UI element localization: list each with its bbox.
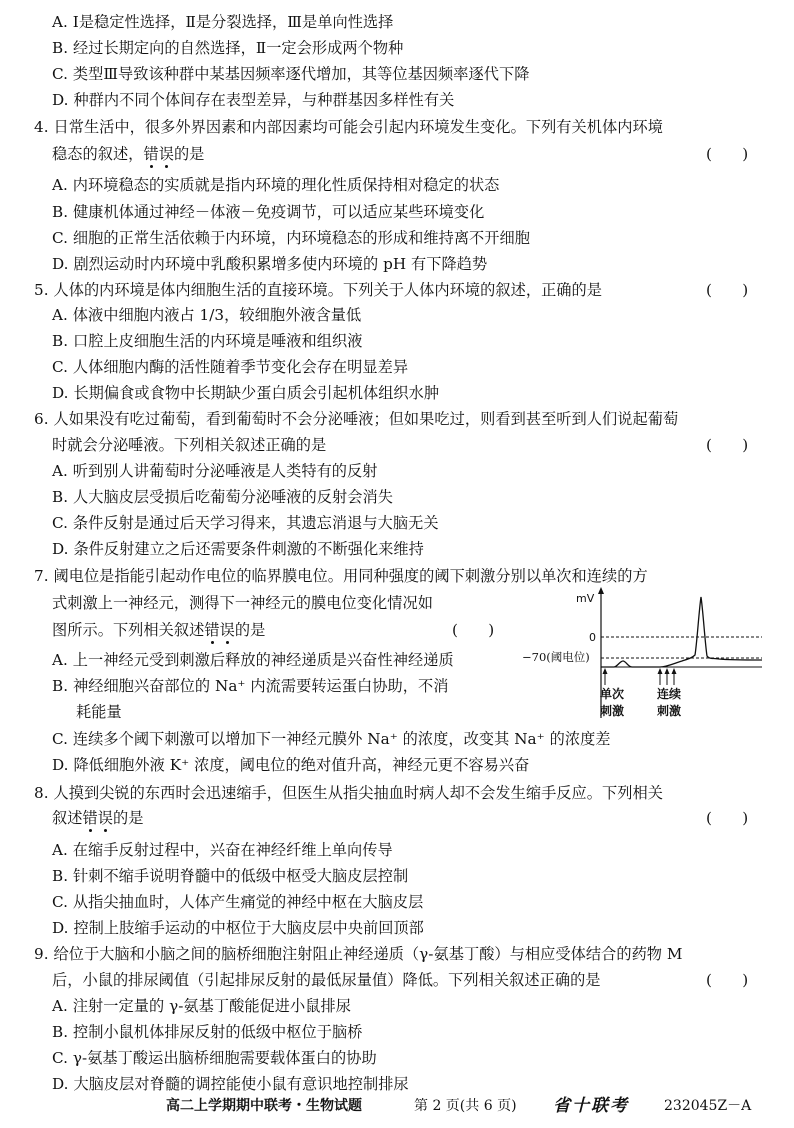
continuous-stimulus-arrowhead-1 — [658, 668, 663, 674]
single-stimulus-arrowhead — [603, 668, 608, 674]
q7-option-b-line2: 耗能量 — [76, 703, 122, 721]
continuous-stimulus-label-2: 刺激 — [657, 704, 682, 718]
q8-stem-text: 叙述 — [52, 809, 83, 827]
q6-option-d: D. 条件反射建立之后还需要条件刺激的不断强化来维持 — [52, 540, 424, 558]
q8-option-b: B. 针刺不缩手说明脊髓中的低级中枢受大脑皮层控制 — [52, 867, 409, 885]
footer-page-number: 第 2 页(共 6 页) — [414, 1098, 517, 1114]
q7-stem-tail: 的是 — [234, 621, 266, 639]
q4-stem-line1: 4. 日常生活中，很多外界因素和内部因素均可能会引起内环境发生变化。下列有关机体内环境 — [34, 118, 663, 136]
q8-answer-paren: ( ) — [706, 809, 749, 827]
q4-stem-text: 稳态的叙述， — [52, 145, 144, 163]
q4-option-c: C. 细胞的正常生活依赖于内环境，内环境稳态的形成和维持离不开细胞 — [52, 229, 531, 247]
footer-exam-code: 232045Z－A — [664, 1098, 752, 1114]
q8-emphasis-char-1: 错 — [82, 809, 98, 827]
q7-emphasis-char-1: 错 — [204, 621, 220, 639]
membrane-potential-graph — [516, 585, 766, 725]
q8-emphasis-char-2: 误 — [97, 809, 113, 827]
graph-y-axis-arrow — [598, 587, 604, 594]
q9-option-a: A. 注射一定量的 γ-氨基丁酸能促进小鼠排尿 — [52, 997, 351, 1015]
graph-threshold-label: −70(阈电位) — [522, 650, 590, 664]
single-stimulus-label-1: 单次 — [600, 687, 625, 701]
q4-option-b: B. 健康机体通过神经－体液－免疫调节，可以适应某些环境变化 — [52, 203, 485, 221]
q9-option-d: D. 大脑皮层对脊髓的调控能使小鼠有意识地控制排尿 — [52, 1075, 409, 1093]
q6-option-b: B. 人大脑皮层受损后吃葡萄分泌唾液的反射会消失 — [52, 488, 393, 506]
graph-y-unit: mV — [576, 592, 595, 605]
q7-stem-text: 图所示。下列相关叙述 — [52, 621, 205, 639]
q5-answer-paren: ( ) — [706, 281, 749, 299]
q8-stem-line1: 8. 人摸到尖锐的东西时会迅速缩手，但医生从指尖抽血时病人却不会发生缩手反应。下列相关 — [34, 784, 663, 802]
q5-stem: 5. 人体的内环境是体内细胞生活的直接环境。下列关于人体内环境的叙述，正确的是 — [34, 281, 603, 299]
q3-option-d: D. 种群内不同个体间存在表型差异，与种群基因多样性有关 — [52, 91, 455, 109]
q6-option-c: C. 条件反射是通过后天学习得来，其遗忘消退与大脑无关 — [52, 514, 439, 532]
q7-option-a: A. 上一神经元受到刺激后释放的神经递质是兴奋性神经递质 — [52, 651, 454, 669]
q7-stem-line2: 式刺激上一神经元，测得下一神经元的膜电位变化情况如 — [52, 594, 433, 612]
q8-option-c: C. 从指尖抽血时，人体产生痛觉的神经中枢在大脑皮层 — [52, 893, 424, 911]
q7-answer-paren: ( ) — [452, 621, 495, 639]
q8-stem-tail: 的是 — [112, 809, 144, 827]
q4-option-d: D. 剧烈运动时内环境中乳酸积累增多使内环境的 pH 有下降趋势 — [52, 255, 488, 273]
q9-option-c: C. γ-氨基丁酸运出脑桥细胞需要载体蛋白的协助 — [52, 1049, 377, 1067]
q7-option-d: D. 降低细胞外液 K⁺ 浓度，阈电位的绝对值升高，神经元更不容易兴奋 — [52, 756, 530, 774]
q7-stem-line3 — [52, 620, 265, 640]
q5-option-d: D. 长期偏食或食物中长期缺少蛋白质会引起机体组织水肿 — [52, 384, 440, 402]
graph-tick-zero: 0 — [589, 631, 596, 644]
q6-answer-paren: ( ) — [706, 436, 749, 454]
footer-brand-logo: 省十联考 — [553, 1096, 629, 1116]
q7-option-c: C. 连续多个阈下刺激可以增加下一神经元膜外 Na⁺ 的浓度，改变其 Na⁺ 的浓度差 — [52, 730, 611, 748]
q7-stem-line1: 7. 阈电位是指能引起动作电位的临界膜电位。用同种强度的阈下刺激分别以单次和连续的方 — [34, 567, 648, 585]
q5-option-a: A. 体液中细胞内液占 1/3，较细胞外液含量低 — [52, 306, 362, 324]
q9-stem-line1: 9. 给位于大脑和小脑之间的脑桥细胞注射阻止神经递质（γ-氨基丁酸）与相应受体结合的药物 M — [34, 945, 683, 963]
q6-option-a: A. 听到别人讲葡萄时分泌唾液是人类特有的反射 — [52, 462, 378, 480]
q4-answer-paren: ( ) — [706, 145, 749, 163]
continuous-stimulus-label-1: 连续 — [657, 687, 682, 701]
q4-stem-line2 — [52, 144, 204, 164]
footer-exam-title: 高二上学期期中联考・生物试题 — [166, 1098, 362, 1114]
q4-stem-tail: 的是 — [173, 145, 205, 163]
q9-answer-paren: ( ) — [706, 971, 749, 989]
page-footer — [0, 1094, 794, 1118]
continuous-stimulus-arrowhead-3 — [672, 668, 677, 674]
q7-emphasis-char-2: 误 — [219, 621, 235, 639]
q8-stem-line2 — [52, 808, 143, 828]
q8-option-d: D. 控制上肢缩手运动的中枢位于大脑皮层中央前回顶部 — [52, 919, 424, 937]
q3-option-b: B. 经过长期定向的自然选择，Ⅱ一定会形成两个物种 — [52, 39, 404, 57]
q3-option-a: A. Ⅰ是稳定性选择，Ⅱ是分裂选择，Ⅲ是单向性选择 — [52, 13, 394, 31]
q8-option-a: A. 在缩手反射过程中，兴奋在神经纤维上单向传导 — [52, 841, 393, 859]
q6-stem-line2: 时就会分泌唾液。下列相关叙述正确的是 — [52, 436, 327, 454]
q7-option-b-line1: B. 神经细胞兴奋部位的 Na⁺ 内流需要转运蛋白协助，不消 — [52, 677, 449, 695]
single-stimulus-label-2: 刺激 — [600, 704, 625, 718]
q9-stem-line2: 后，小鼠的排尿阈值（引起排尿反射的最低尿量值）降低。下列相关叙述正确的是 — [52, 971, 601, 989]
q4-option-a: A. 内环境稳态的实质就是指内环境的理化性质保持相对稳定的状态 — [52, 176, 500, 194]
q9-option-b: B. 控制小鼠机体排尿反射的低级中枢位于脑桥 — [52, 1023, 363, 1041]
q4-emphasis-char-1: 错 — [143, 145, 159, 163]
q4-emphasis-char-2: 误 — [158, 145, 174, 163]
graph-potential-curve — [601, 597, 762, 667]
q6-stem-line1: 6. 人如果没有吃过葡萄，看到葡萄时不会分泌唾液；但如果吃过，则看到甚至听到人们说起葡萄 — [34, 410, 679, 428]
continuous-stimulus-arrowhead-2 — [665, 668, 670, 674]
q3-option-c: C. 类型Ⅲ导致该种群中某基因频率逐代增加，其等位基因频率逐代下降 — [52, 65, 530, 83]
q5-option-c: C. 人体细胞内酶的活性随着季节变化会存在明显差异 — [52, 358, 409, 376]
q5-option-b: B. 口腔上皮细胞生活的内环境是唾液和组织液 — [52, 332, 363, 350]
